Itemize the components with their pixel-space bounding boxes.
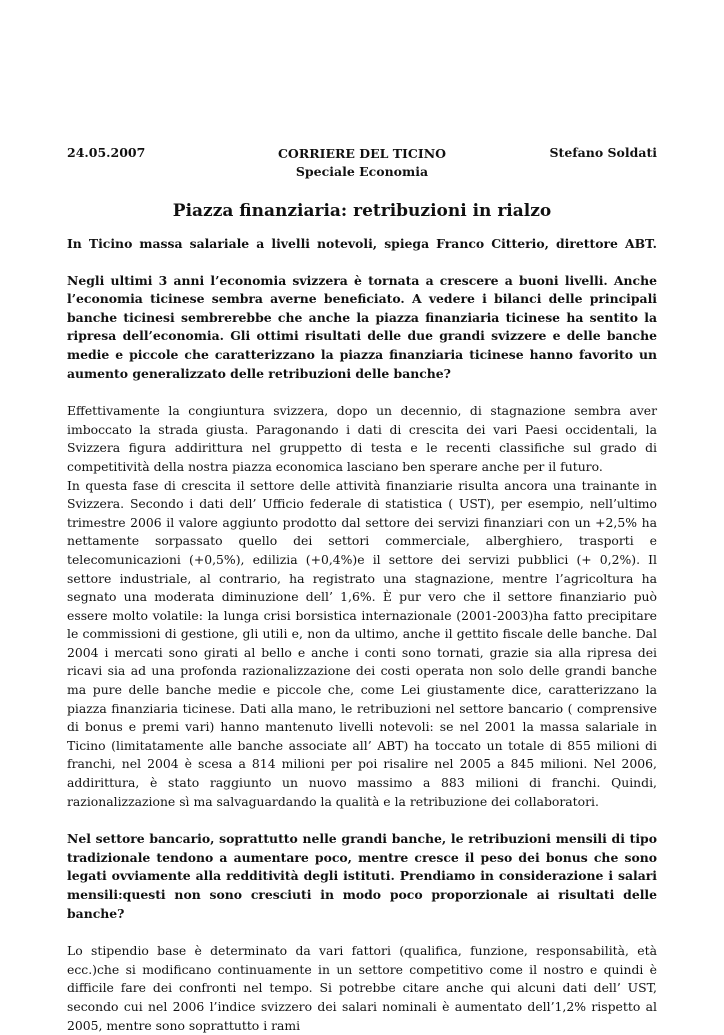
document-page bbox=[67, 145, 657, 1035]
article-title: Piazza finanziaria: retribuzioni in rialzo bbox=[172, 201, 552, 221]
answer-2: Lo stipendio base è determinato da vari fattori (qualifica, funzione, responsabilità, età ecc.)che si modificano continuamente in un settore competitivo come il nostro e quindi è difficile fare dei confronti nel tempo. Si potrebbe citare anche qui alcuni dati dell’ UST, secondo cui nel 2006 l’indice svizzero dei salari nominali è aumentato dell’1,2% rispetto al 2005, mentre sono soprattutto i rami bbox=[67, 943, 657, 1033]
question-1: Negli ultimi 3 anni l’economia svizzera è tornata a crescere a buoni livelli. Anche l’economia ticinese sembra averne beneficiato. A vedere i bilanci delle principali banche ticinesi sembrerebbe che anche la piazza finanziaria ticinese ha sentito la ripresa dell’economia. Gli ottimi risultati delle due grandi svizzere e delle banche medie e piccole che caratterizzano la piazza finanziaria ticinese hanno favorito un aumento generalizzato delle retribuzioni delle banche? bbox=[67, 272, 657, 381]
publication-date: 24.05.2007 bbox=[67, 145, 146, 160]
answer-1-paragraph-1: Effettivamente la congiuntura svizzera, dopo un decennio, di stagnazione sembra aver imboccato la strada giusta. Paragonando i dati di crescita dei vari Paesi occidentali, la Svizzera figura addirittura nel gruppetto di testa e le recenti classifiche sul grado di competitività della nostra piazza economica lasciano ben sperare anche per il futuro. bbox=[67, 403, 657, 474]
author-name: Stefano Soldati bbox=[549, 145, 657, 160]
section-name: Speciale Economia bbox=[295, 164, 429, 179]
document-header bbox=[67, 145, 657, 179]
newspaper-name: CORRIERE DEL TICINO bbox=[277, 146, 447, 161]
question-2: Nel settore bancario, soprattutto nelle grandi banche, le retribuzioni mensili di tipo tradizionale tendono a aumentare poco, mentre cresce il peso dei bonus che sono legati ovviamente alla redditività degli istituti. Prendiamo in considerazione i salari mensili:questi non sono cresciuti in modo poco proporzionale ai risultati delle banche? bbox=[67, 831, 657, 921]
answer-1-paragraph-2: In questa fase di crescita il settore delle attività finanziarie risulta ancora una trainante in Svizzera. Secondo i dati dell’ Ufficio federale di statistica ( UST), per esempio, nell’ultimo trimestre 2006 il valore aggiunto prodotto dal settore dei servizi finanziari con un +2,5% ha nettamente sorpassato quello dei settori commerciale, alberghiero, trasporti e telecomunicazioni (+0,5%), edilizia (+0,4%)e il settore dei servizi pubblici (+ 0,2%). Il settore industriale, al contrario, ha registrato una stagnazione, mentre l’agricoltura ha segnato una moderata diminuzione dell’ 1,6%. È pur vero che il settore finanziario può essere molto volatile: la lunga crisi borsistica internazionale (2001-2003)ha fatto precipitare le commissioni di gestione, gli utili e, non da ultimo, anche il gettito fiscale delle banche. Dal 2004 i mercati sono girati al bello e anche i conti sono tornati, grazie sia alla ripresa dei ricavi sia ad una profonda razionalizzazione dei costi operata non solo delle grandi banche ma pure delle banche medie e piccole che, come Lei giustamente dice, caratterizzano la piazza finanziaria ticinese. Dati alla mano, le retribuzioni nel settore bancario ( comprensive di bonus e premi vari) hanno mantenuto livelli notevoli: se nel 2001 la massa salariale in Ticino (limitatamente alle banche associate all’ ABT) ha toccato un totale di 855 milioni di franchi, nel 2004 è scesa a 814 milioni per poi risalire nel 2005 a 845 milioni. Nel 2006, addirittura, è stato raggiunto un nuovo massimo a 883 milioni di franchi. Quindi, razionalizzazione sì ma salvaguardando la qualità e la retribuzione dei collaboratori. bbox=[67, 477, 657, 809]
article-subtitle: In Ticino massa salariale a livelli notevoli, spiega Franco Citterio, direttore ABT. bbox=[67, 236, 657, 251]
